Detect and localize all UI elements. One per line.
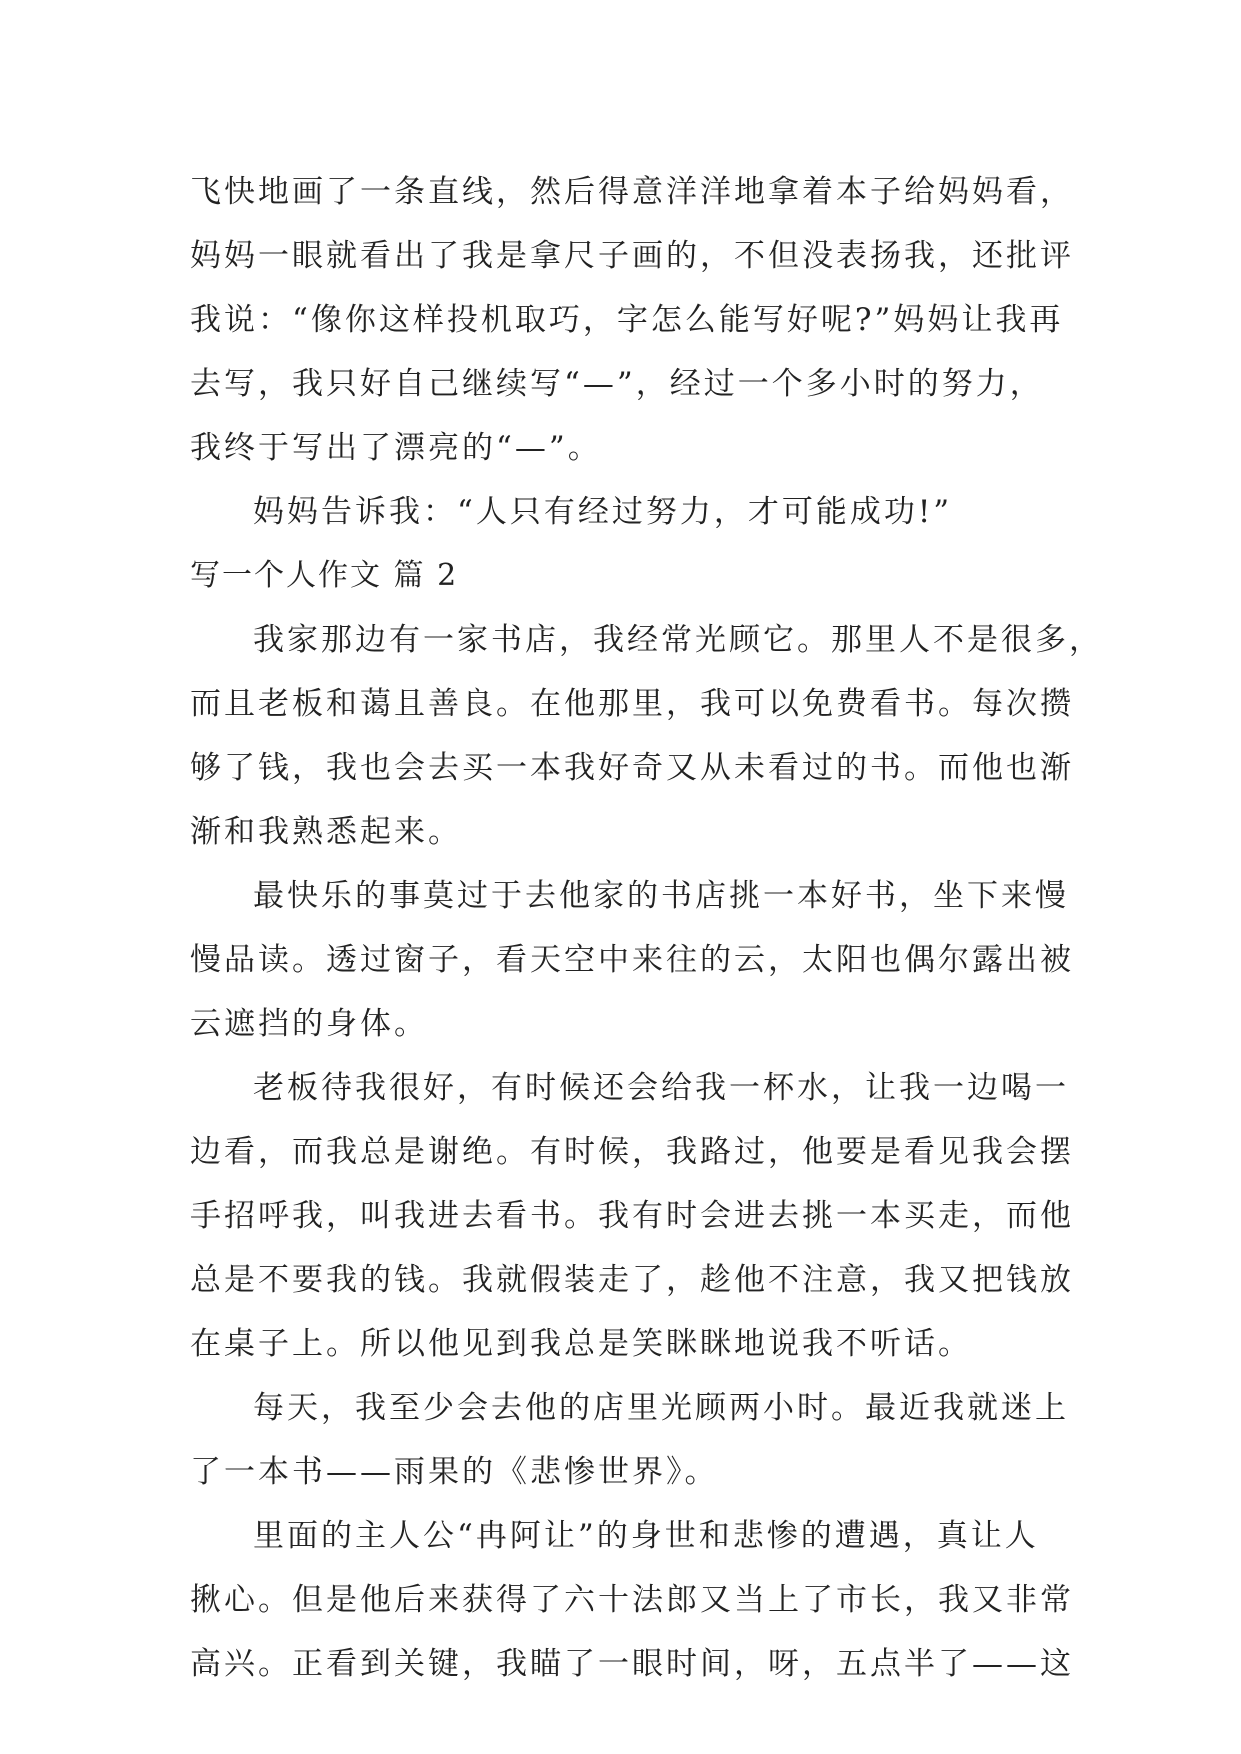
text-line: 而且老板和蔼且善良。在他那里，我可以免费看书。每次攒 [190,686,1074,722]
text-line: 高兴。正看到关键，我瞄了一眼时间，呀，五点半了——这 [190,1646,1074,1682]
paragraph-first-line: 每天，我至少会去他的店里光顾两小时。最近我就迷上 [253,1390,1069,1426]
section-heading: 写一个人作文 篇 2 [190,558,459,593]
text-line: 飞快地画了一条直线，然后得意洋洋地拿着本子给妈妈看， [190,174,1074,210]
text-line: 够了钱，我也会去买一本我好奇又从未看过的书。而他也渐 [190,750,1074,786]
paragraph-first-line: 最快乐的事莫过于去他家的书店挑一本好书，坐下来慢 [253,878,1069,914]
text-line: 我终于写出了漂亮的“—”。 [190,430,602,466]
text-line: 去写，我只好自己继续写“—”，经过一个多小时的努力， [190,366,1044,402]
text-line: 我说：“像你这样投机取巧，字怎么能写好呢?”妈妈让我再 [190,302,1064,338]
text-line: 渐和我熟悉起来。 [190,814,462,850]
text-line: 手招呼我，叫我进去看书。我有时会进去挑一本买走，而他 [190,1198,1074,1234]
text-line: 妈妈一眼就看出了我是拿尺子画的，不但没表扬我，还批评 [190,238,1074,274]
text-line: 在桌子上。所以他见到我总是笑眯眯地说我不听话。 [190,1326,972,1362]
text-line: 揪心。但是他后来获得了六十法郎又当上了市长，我又非常 [190,1582,1074,1618]
paragraph-first-line: 妈妈告诉我：“人只有经过努力，才可能成功!” [253,494,953,530]
paragraph-first-line: 我家那边有一家书店，我经常光顾它。那里人不是很多， [253,622,1103,658]
paragraph-first-line: 里面的主人公“冉阿让”的身世和悲惨的遭遇，真让人 [253,1518,1039,1554]
text-line: 边看，而我总是谢绝。有时候，我路过，他要是看见我会摆 [190,1134,1074,1170]
text-line: 总是不要我的钱。我就假装走了，趁他不注意，我又把钱放 [190,1262,1074,1298]
document-body [190,160,1103,1696]
paragraph-first-line: 老板待我很好，有时候还会给我一杯水，让我一边喝一 [253,1070,1069,1106]
text-line: 慢品读。透过窗子，看天空中来往的云，太阳也偶尔露出被 [190,942,1074,978]
text-line: 了一本书——雨果的《悲惨世界》。 [190,1454,719,1490]
text-line: 云遮挡的身体。 [190,1006,428,1042]
